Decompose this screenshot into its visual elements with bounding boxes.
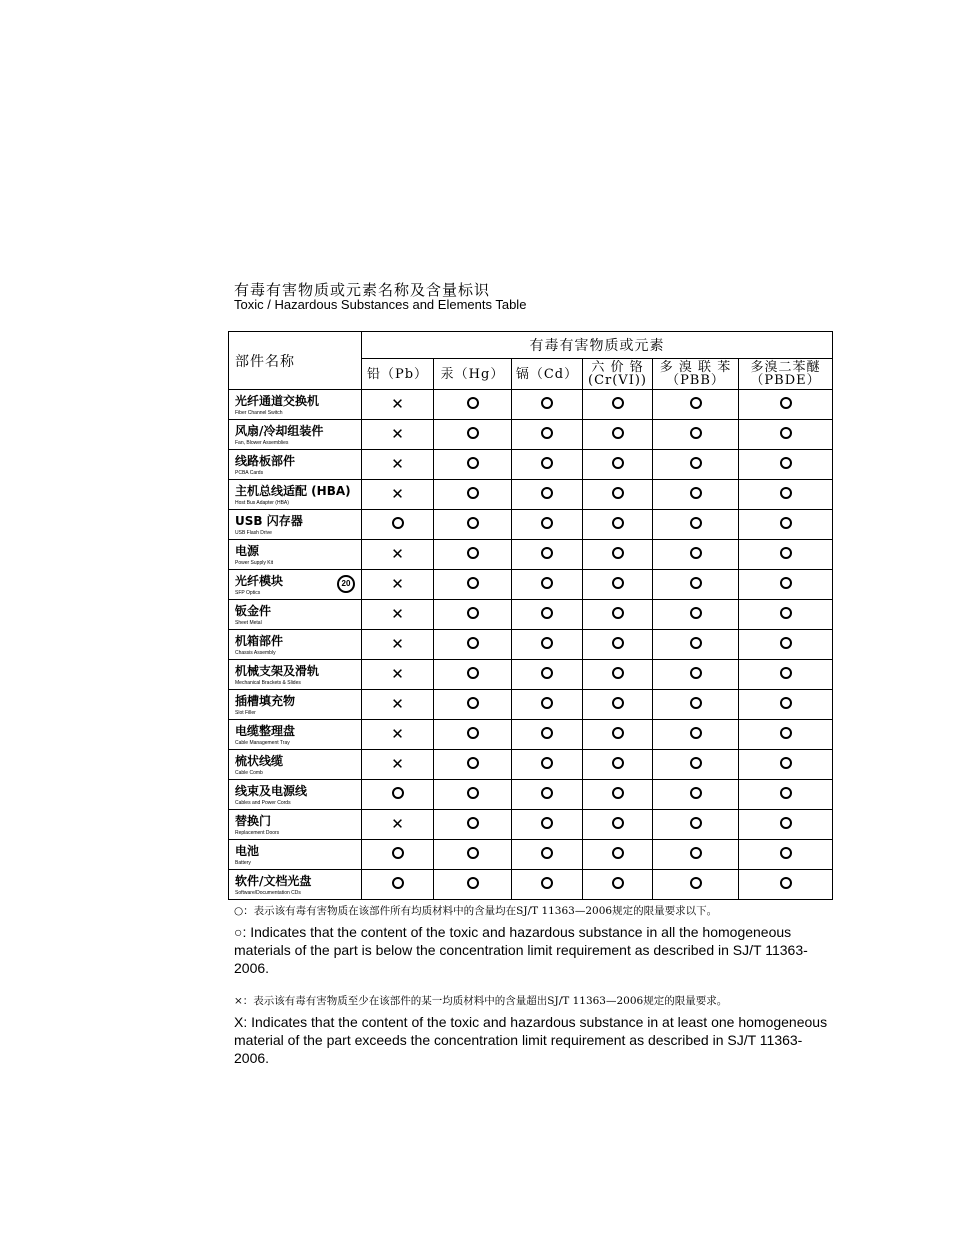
part-name-cell bbox=[229, 720, 362, 750]
compliant-mark-cell bbox=[583, 570, 653, 600]
exceeds-mark-cell bbox=[362, 420, 434, 450]
circle-mark-icon bbox=[690, 457, 702, 469]
circle-mark-icon bbox=[690, 697, 702, 709]
part-name-chinese: 光纤通道交换机 bbox=[235, 393, 320, 408]
compliant-mark-cell bbox=[583, 690, 653, 720]
part-name-cell bbox=[229, 600, 362, 630]
part-name-chinese: 机箱部件 bbox=[235, 633, 284, 648]
circle-mark-icon bbox=[780, 727, 792, 739]
circle-mark-icon bbox=[541, 787, 553, 799]
eco-use-period-icon: 20 bbox=[337, 575, 355, 593]
cross-mark-icon: ✕ bbox=[391, 754, 404, 773]
compliant-mark-cell bbox=[739, 600, 833, 630]
part-name-cell bbox=[229, 510, 362, 540]
circle-mark-icon bbox=[780, 517, 792, 529]
circle-mark-icon bbox=[690, 427, 702, 439]
circle-mark-icon bbox=[690, 667, 702, 679]
compliant-mark-cell bbox=[653, 510, 739, 540]
compliant-mark-cell bbox=[512, 420, 583, 450]
compliant-mark-cell bbox=[434, 810, 512, 840]
part-name-cell bbox=[229, 480, 362, 510]
compliant-mark-cell bbox=[583, 840, 653, 870]
compliant-mark-cell bbox=[434, 420, 512, 450]
circle-mark-icon bbox=[467, 397, 479, 409]
compliant-mark-cell bbox=[434, 870, 512, 900]
circle-mark-icon bbox=[690, 637, 702, 649]
compliant-mark-cell bbox=[739, 540, 833, 570]
compliant-mark-cell bbox=[512, 750, 583, 780]
compliant-mark-cell bbox=[512, 600, 583, 630]
compliant-mark-cell bbox=[653, 420, 739, 450]
part-name-english: Battery bbox=[235, 859, 251, 866]
circle-mark-icon bbox=[467, 517, 479, 529]
circle-mark-icon bbox=[467, 427, 479, 439]
circle-mark-icon bbox=[467, 607, 479, 619]
circle-mark-icon bbox=[780, 637, 792, 649]
part-name-cell bbox=[229, 690, 362, 720]
substance-symbol: (Cr(VI)) bbox=[588, 373, 647, 388]
compliant-mark-cell bbox=[512, 450, 583, 480]
compliant-mark-cell bbox=[653, 630, 739, 660]
hazardous-substances-table bbox=[228, 331, 833, 900]
exceeds-mark-cell bbox=[362, 570, 434, 600]
circle-mark-icon bbox=[541, 817, 553, 829]
circle-mark-icon bbox=[780, 427, 792, 439]
circle-mark-icon bbox=[780, 877, 792, 889]
cross-mark-icon: ✕ bbox=[391, 604, 404, 623]
circle-mark-icon bbox=[467, 877, 479, 889]
circle-mark-icon bbox=[690, 397, 702, 409]
part-name-english: Cables and Power Cords bbox=[235, 799, 291, 806]
substance-name: 铅（Pb） bbox=[366, 366, 429, 382]
circle-mark-icon bbox=[612, 607, 624, 619]
cross-mark-icon: ✕ bbox=[391, 694, 404, 713]
circle-mark-icon bbox=[467, 757, 479, 769]
compliant-mark-cell bbox=[434, 690, 512, 720]
circle-mark-icon bbox=[780, 577, 792, 589]
table-row bbox=[229, 390, 833, 420]
circle-mark-icon bbox=[541, 427, 553, 439]
substance-name: 多溴二苯醚 bbox=[750, 360, 821, 375]
part-name-english: PCBA Cards bbox=[235, 469, 264, 476]
circle-mark-icon bbox=[541, 757, 553, 769]
cross-mark-icon: ✕ bbox=[391, 634, 404, 653]
part-name-english: Mechanical Brackets & Slides bbox=[235, 679, 301, 686]
compliant-mark-cell bbox=[583, 720, 653, 750]
substance-symbol: （PBDE） bbox=[750, 373, 821, 388]
substance-header-0 bbox=[362, 359, 434, 390]
part-name-cell bbox=[229, 570, 362, 600]
part-name-cell bbox=[229, 420, 362, 450]
exceeds-mark-cell bbox=[362, 810, 434, 840]
compliant-mark-cell bbox=[739, 660, 833, 690]
circle-mark-icon bbox=[541, 517, 553, 529]
compliant-mark-cell bbox=[362, 510, 434, 540]
table-row bbox=[229, 750, 833, 780]
compliant-mark-cell bbox=[583, 390, 653, 420]
circle-mark-icon bbox=[690, 817, 702, 829]
circle-mark-icon bbox=[467, 727, 479, 739]
part-name-chinese: 主机总线适配 (HBA) bbox=[235, 483, 351, 498]
part-name-cell bbox=[229, 540, 362, 570]
circle-mark-icon bbox=[690, 727, 702, 739]
compliant-mark-cell bbox=[512, 840, 583, 870]
part-name-english: Slot Filler bbox=[235, 709, 256, 716]
compliant-mark-cell bbox=[653, 600, 739, 630]
part-name-chinese: 电池 bbox=[235, 843, 260, 858]
compliant-mark-cell bbox=[583, 810, 653, 840]
circle-mark-icon bbox=[780, 457, 792, 469]
cross-mark-icon: ✕ bbox=[391, 544, 404, 563]
part-name-chinese: 电源 bbox=[235, 543, 260, 558]
compliant-mark-cell bbox=[434, 540, 512, 570]
note-x-english: X: Indicates that the content of the toxic and hazardous substance in at least one homogeneous material of the part exceeds the concentration limit requirement as described in SJ/T 11363-2006. bbox=[234, 1014, 828, 1066]
compliant-mark-cell bbox=[512, 390, 583, 420]
part-name-english: USB Flash Drive bbox=[235, 529, 272, 536]
cross-mark-icon: ✕ bbox=[391, 484, 404, 503]
compliant-mark-cell bbox=[583, 480, 653, 510]
circle-mark-icon bbox=[612, 787, 624, 799]
circle-mark-icon bbox=[612, 877, 624, 889]
part-name-cell bbox=[229, 780, 362, 810]
table-row bbox=[229, 720, 833, 750]
substance-header-4 bbox=[653, 359, 739, 390]
compliant-mark-cell bbox=[362, 840, 434, 870]
table-row bbox=[229, 420, 833, 450]
compliant-mark-cell bbox=[653, 780, 739, 810]
compliant-mark-cell bbox=[653, 480, 739, 510]
exceeds-mark-cell bbox=[362, 450, 434, 480]
compliant-mark-cell bbox=[653, 870, 739, 900]
part-name-chinese: 梳状线缆 bbox=[235, 753, 284, 768]
table-row bbox=[229, 840, 833, 870]
circle-mark-icon bbox=[541, 727, 553, 739]
table-row bbox=[229, 540, 833, 570]
compliant-mark-cell bbox=[434, 570, 512, 600]
compliant-mark-cell bbox=[583, 600, 653, 630]
compliant-mark-cell bbox=[739, 750, 833, 780]
compliant-mark-cell bbox=[653, 840, 739, 870]
substance-name: 六 价 铬 bbox=[591, 360, 644, 375]
note-x-chinese: ×：表示该有毒有害物质至少在该部件的某一均质材料中的含量超出SJ/T 11363—2006规定的限量要求。 bbox=[234, 995, 728, 1007]
part-name-english: Software/Documentation CDs bbox=[235, 889, 301, 896]
compliant-mark-cell bbox=[512, 480, 583, 510]
circle-mark-icon bbox=[690, 487, 702, 499]
compliant-mark-cell bbox=[653, 570, 739, 600]
compliant-mark-cell bbox=[739, 480, 833, 510]
compliant-mark-cell bbox=[434, 480, 512, 510]
part-name-cell bbox=[229, 390, 362, 420]
circle-mark-icon bbox=[467, 667, 479, 679]
part-name-english: Host Bus Adapter (HBA) bbox=[235, 499, 289, 506]
compliant-mark-cell bbox=[653, 750, 739, 780]
compliant-mark-cell bbox=[434, 750, 512, 780]
circle-mark-icon bbox=[690, 517, 702, 529]
circle-mark-icon bbox=[780, 547, 792, 559]
circle-mark-icon bbox=[541, 697, 553, 709]
part-name-chinese: 机械支架及滑轨 bbox=[235, 663, 320, 678]
table-row bbox=[229, 810, 833, 840]
compliant-mark-cell bbox=[583, 750, 653, 780]
part-name-english: Fiber Channel Switch bbox=[235, 409, 283, 416]
part-name-cell bbox=[229, 870, 362, 900]
substance-name: 汞（Hg） bbox=[440, 366, 505, 382]
compliant-mark-cell bbox=[362, 870, 434, 900]
circle-mark-icon bbox=[612, 547, 624, 559]
substance-group-header: 有毒有害物质或元素 bbox=[362, 332, 833, 359]
circle-mark-icon bbox=[467, 577, 479, 589]
circle-mark-icon bbox=[780, 847, 792, 859]
substance-name: 多 溴 联 苯 bbox=[659, 360, 732, 375]
cross-mark-icon: ✕ bbox=[391, 454, 404, 473]
compliant-mark-cell bbox=[739, 810, 833, 840]
compliant-mark-cell bbox=[434, 450, 512, 480]
circle-mark-icon bbox=[780, 667, 792, 679]
cross-mark-icon: ✕ bbox=[391, 724, 404, 743]
circle-mark-icon bbox=[392, 787, 404, 799]
part-name-chinese: 线束及电源线 bbox=[235, 783, 308, 798]
part-name-chinese: 软件/文档光盘 bbox=[235, 873, 312, 888]
part-name-english: SFP Optics bbox=[235, 589, 261, 596]
circle-mark-icon bbox=[612, 487, 624, 499]
table-row bbox=[229, 570, 833, 600]
compliant-mark-cell bbox=[434, 510, 512, 540]
table-row bbox=[229, 870, 833, 900]
compliant-mark-cell bbox=[739, 720, 833, 750]
compliant-mark-cell bbox=[653, 660, 739, 690]
exceeds-mark-cell bbox=[362, 630, 434, 660]
part-name-cell bbox=[229, 840, 362, 870]
exceeds-mark-cell bbox=[362, 690, 434, 720]
table-row bbox=[229, 690, 833, 720]
exceeds-mark-cell bbox=[362, 540, 434, 570]
compliant-mark-cell bbox=[434, 630, 512, 660]
compliant-mark-cell bbox=[434, 600, 512, 630]
part-name-chinese: 光纤模块 bbox=[235, 573, 284, 588]
compliant-mark-cell bbox=[583, 780, 653, 810]
part-name-header: 部件名称 bbox=[229, 332, 362, 390]
part-name-cell bbox=[229, 810, 362, 840]
part-name-english: Replacement Doors bbox=[235, 829, 280, 836]
circle-mark-icon bbox=[541, 547, 553, 559]
compliant-mark-cell bbox=[583, 540, 653, 570]
compliant-mark-cell bbox=[583, 630, 653, 660]
circle-mark-icon bbox=[612, 457, 624, 469]
compliant-mark-cell bbox=[512, 660, 583, 690]
cross-mark-icon: ✕ bbox=[391, 394, 404, 413]
circle-mark-icon bbox=[467, 817, 479, 829]
circle-mark-icon bbox=[780, 487, 792, 499]
compliant-mark-cell bbox=[739, 840, 833, 870]
compliant-mark-cell bbox=[739, 630, 833, 660]
compliant-mark-cell bbox=[512, 510, 583, 540]
circle-mark-icon bbox=[467, 457, 479, 469]
compliant-mark-cell bbox=[512, 690, 583, 720]
compliant-mark-cell bbox=[512, 870, 583, 900]
part-name-english: Fan, Blower Assemblies bbox=[235, 439, 289, 446]
circle-mark-icon bbox=[780, 757, 792, 769]
circle-mark-icon bbox=[780, 607, 792, 619]
compliant-mark-cell bbox=[739, 510, 833, 540]
compliant-mark-cell bbox=[434, 660, 512, 690]
compliant-mark-cell bbox=[653, 810, 739, 840]
cross-mark-icon: ✕ bbox=[391, 664, 404, 683]
compliant-mark-cell bbox=[739, 690, 833, 720]
part-name-english: Power Supply Kit bbox=[235, 559, 274, 566]
part-name-chinese: 钣金件 bbox=[235, 603, 272, 618]
compliant-mark-cell bbox=[512, 780, 583, 810]
circle-mark-icon bbox=[467, 637, 479, 649]
circle-mark-icon bbox=[541, 457, 553, 469]
circle-mark-icon bbox=[612, 517, 624, 529]
circle-mark-icon bbox=[392, 517, 404, 529]
part-name-english: Cable Comb bbox=[235, 769, 263, 776]
circle-mark-icon bbox=[612, 577, 624, 589]
part-name-cell bbox=[229, 660, 362, 690]
cross-mark-icon: ✕ bbox=[391, 574, 404, 593]
compliant-mark-cell bbox=[653, 540, 739, 570]
compliant-mark-cell bbox=[583, 870, 653, 900]
compliant-mark-cell bbox=[434, 720, 512, 750]
circle-mark-icon bbox=[690, 757, 702, 769]
circle-mark-icon bbox=[541, 847, 553, 859]
circle-mark-icon bbox=[541, 607, 553, 619]
circle-mark-icon bbox=[612, 817, 624, 829]
circle-mark-icon bbox=[541, 637, 553, 649]
circle-mark-icon bbox=[690, 607, 702, 619]
part-name-chinese: 风扇/冷却组装件 bbox=[235, 423, 324, 438]
compliant-mark-cell bbox=[739, 570, 833, 600]
circle-mark-icon bbox=[467, 697, 479, 709]
circle-mark-icon bbox=[392, 847, 404, 859]
circle-mark-icon bbox=[541, 397, 553, 409]
circle-mark-icon bbox=[690, 577, 702, 589]
compliant-mark-cell bbox=[362, 780, 434, 810]
cross-mark-icon: ✕ bbox=[391, 814, 404, 833]
part-name-chinese: 线路板部件 bbox=[235, 453, 296, 468]
circle-mark-icon bbox=[392, 877, 404, 889]
circle-mark-icon bbox=[541, 487, 553, 499]
compliant-mark-cell bbox=[434, 840, 512, 870]
circle-mark-icon bbox=[612, 397, 624, 409]
compliant-mark-cell bbox=[512, 540, 583, 570]
compliant-mark-cell bbox=[583, 420, 653, 450]
circle-mark-icon bbox=[780, 397, 792, 409]
circle-mark-icon bbox=[541, 577, 553, 589]
part-name-cell bbox=[229, 630, 362, 660]
compliant-mark-cell bbox=[434, 780, 512, 810]
compliant-mark-cell bbox=[512, 570, 583, 600]
circle-mark-icon bbox=[690, 787, 702, 799]
compliant-mark-cell bbox=[653, 720, 739, 750]
circle-mark-icon bbox=[690, 877, 702, 889]
table-row bbox=[229, 480, 833, 510]
compliant-mark-cell bbox=[583, 660, 653, 690]
cross-mark-icon: ✕ bbox=[391, 424, 404, 443]
compliant-mark-cell bbox=[653, 450, 739, 480]
substance-header-1 bbox=[434, 359, 512, 390]
compliant-mark-cell bbox=[434, 390, 512, 420]
table-row bbox=[229, 630, 833, 660]
circle-mark-icon bbox=[780, 817, 792, 829]
compliant-mark-cell bbox=[512, 810, 583, 840]
compliant-mark-cell bbox=[739, 780, 833, 810]
circle-mark-icon bbox=[612, 757, 624, 769]
part-name-english: Chassis Assembly bbox=[235, 649, 276, 656]
compliant-mark-cell bbox=[739, 420, 833, 450]
circle-mark-icon bbox=[612, 427, 624, 439]
compliant-mark-cell bbox=[512, 630, 583, 660]
table-row bbox=[229, 510, 833, 540]
compliant-mark-cell bbox=[739, 390, 833, 420]
circle-mark-icon bbox=[612, 847, 624, 859]
circle-mark-icon bbox=[467, 847, 479, 859]
part-name-cell bbox=[229, 450, 362, 480]
substance-header-3 bbox=[583, 359, 653, 390]
part-name-english: Cable Management Tray bbox=[235, 739, 290, 746]
circle-mark-icon bbox=[612, 727, 624, 739]
part-name-chinese: 电缆整理盘 bbox=[235, 723, 296, 738]
exceeds-mark-cell bbox=[362, 660, 434, 690]
substance-header-5 bbox=[739, 359, 833, 390]
circle-mark-icon bbox=[780, 697, 792, 709]
circle-mark-icon bbox=[780, 787, 792, 799]
note-o-chinese: ○：表示该有毒有害物质在该部件所有均质材料中的含量均在SJ/T 11363—2006规定的限量要求以下。 bbox=[234, 905, 718, 917]
circle-mark-icon bbox=[612, 667, 624, 679]
compliant-mark-cell bbox=[739, 870, 833, 900]
part-name-chinese: USB 闪存器 bbox=[235, 513, 303, 528]
substance-symbol: （PBB） bbox=[666, 373, 725, 388]
part-name-cell bbox=[229, 750, 362, 780]
compliant-mark-cell bbox=[739, 450, 833, 480]
compliant-mark-cell bbox=[512, 720, 583, 750]
circle-mark-icon bbox=[612, 637, 624, 649]
part-name-english: Sheet Metal bbox=[235, 619, 262, 626]
compliant-mark-cell bbox=[583, 510, 653, 540]
substance-name: 镉（Cd） bbox=[515, 366, 579, 382]
exceeds-mark-cell bbox=[362, 720, 434, 750]
part-name-chinese: 替换门 bbox=[235, 813, 272, 828]
circle-mark-icon bbox=[541, 667, 553, 679]
note-o-english: ○: Indicates that the content of the toxic and hazardous substance in all the homogeneous materials of the part is below the concentration limit requirement as described in SJ/T 11363-2006. bbox=[234, 924, 808, 976]
compliant-mark-cell bbox=[653, 690, 739, 720]
circle-mark-icon bbox=[467, 547, 479, 559]
title-english: Toxic / Hazardous Substances and Elements Table bbox=[234, 297, 527, 312]
circle-mark-icon bbox=[690, 547, 702, 559]
substance-header-2 bbox=[512, 359, 583, 390]
part-name-chinese: 插槽填充物 bbox=[235, 693, 296, 708]
table-row bbox=[229, 600, 833, 630]
table-row bbox=[229, 450, 833, 480]
exceeds-mark-cell bbox=[362, 750, 434, 780]
table-body bbox=[229, 390, 833, 900]
circle-mark-icon bbox=[612, 697, 624, 709]
table-row bbox=[229, 780, 833, 810]
compliant-mark-cell bbox=[583, 450, 653, 480]
circle-mark-icon bbox=[541, 877, 553, 889]
table-row bbox=[229, 660, 833, 690]
compliant-mark-cell bbox=[653, 390, 739, 420]
circle-mark-icon bbox=[467, 787, 479, 799]
circle-mark-icon bbox=[690, 847, 702, 859]
exceeds-mark-cell bbox=[362, 390, 434, 420]
exceeds-mark-cell bbox=[362, 480, 434, 510]
exceeds-mark-cell bbox=[362, 600, 434, 630]
circle-mark-icon bbox=[467, 487, 479, 499]
title-chinese: 有毒有害物质或元素名称及含量标识 bbox=[234, 281, 491, 299]
